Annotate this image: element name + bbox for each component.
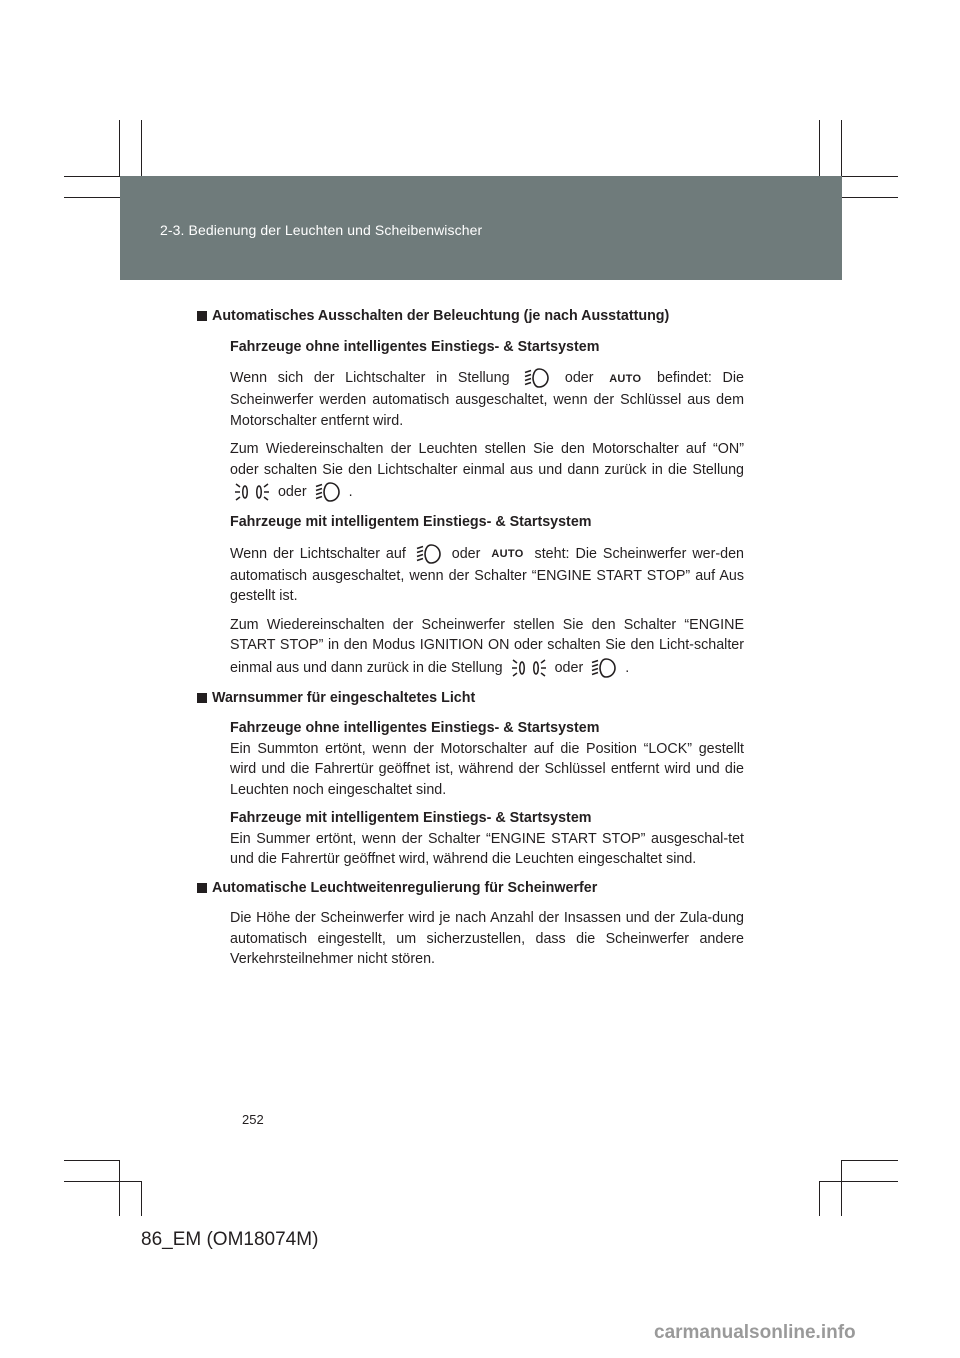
crop-mark (819, 1181, 898, 1182)
headlight-low-beam-icon (591, 656, 617, 680)
section-heading (212, 878, 744, 899)
document-id: 86_EM (OM18074M) (141, 1229, 319, 1250)
paragraph: Wenn der Lichtschalter auf oder AUTO steht: Die Scheinwerfer wer-den automatisch ausgeschaltet, wenn der Schalter “ENGINE START STOP” auf Aus gestellt ist. (230, 542, 744, 607)
crop-mark (819, 1181, 820, 1216)
paragraph: Zum Wiedereinschalten der Scheinwerfer stellen Sie den Schalter “ENGINE START STOP” in den Modus IGNITION ON oder schalten Sie den Licht-schalter einmal aus und dann zurück in die Stellung oder . (230, 615, 744, 680)
subheading: Fahrzeuge ohne intelligentes Einstiegs- & Startsystem (230, 720, 600, 736)
headlight-low-beam-icon (416, 542, 442, 566)
crop-mark (64, 197, 120, 198)
square-bullet-icon (197, 693, 207, 703)
auto-icon: AUTO (491, 548, 524, 561)
paragraph: Ein Summton ertönt, wenn der Motorschalter auf die Position “LOCK” gestellt wird und die Fahrertür geöffnet ist, während der Schlüssel entfernt wird und die Leuchten noch eingeschaltet sind. (230, 740, 744, 798)
subheading: Fahrzeuge mit intelligentem Einstiegs- & Startsystem (230, 514, 592, 530)
crop-mark (819, 120, 820, 176)
crop-mark (119, 120, 120, 176)
section-heading (212, 688, 744, 709)
section-heading-text: Warnsummer für eingeschaltetes Licht (212, 689, 476, 706)
crop-mark (842, 176, 898, 177)
subheading: Fahrzeuge ohne intelligentes Einstiegs- & Startsystem (230, 338, 600, 355)
section-title: 2-3. Bedienung der Leuchten und Scheibenwischer (160, 222, 483, 238)
crop-mark (64, 1181, 141, 1182)
crop-mark (119, 1160, 120, 1216)
paragraph: Ein Summer ertönt, wenn der Schalter “ENGINE START STOP” ausgeschal-tet und die Fahrertür geöffnet wird, während die Leuchten eingeschaltet sind. (230, 830, 744, 867)
section-heading-text: Automatische Leuchtweitenregulierung für Scheinwerfer (212, 879, 598, 896)
crop-mark (64, 1160, 120, 1161)
parking-light-icon (511, 656, 547, 680)
section-header (120, 176, 842, 280)
crop-mark (841, 120, 842, 176)
paragraph: Die Höhe der Scheinwerfer wird je nach Anzahl der Insassen und der Zula-dung automatisch eingestellt, um sicherzustellen, dass die Scheinwerfer andere Verkehrsteilnehmer nicht stören. (230, 910, 744, 967)
page-number: 252 (242, 1112, 264, 1127)
section-heading-text: Automatisches Ausschalten der Beleuchtung (je nach Ausstattung) (212, 308, 670, 324)
parking-light-icon (234, 480, 270, 504)
crop-mark (842, 197, 898, 198)
crop-mark (841, 1160, 842, 1216)
watermark: carmanualsonline.info (654, 1322, 856, 1343)
crop-mark (842, 1160, 898, 1161)
square-bullet-icon (197, 883, 207, 893)
page-content (212, 306, 744, 978)
square-bullet-icon (197, 311, 207, 321)
headlight-low-beam-icon (315, 480, 341, 504)
auto-icon: AUTO (609, 372, 642, 385)
section-heading (212, 306, 744, 327)
headlight-low-beam-icon (524, 366, 550, 390)
paragraph: Zum Wiedereinschalten der Leuchten stellen Sie den Motorschalter auf “ON” oder schalten Sie den Lichtschalter einmal aus und dann zurück in die Stellung oder . (230, 439, 744, 504)
crop-mark (141, 120, 142, 176)
crop-mark (141, 1181, 142, 1216)
paragraph: Wenn sich der Lichtschalter in Stellung oder AUTO befindet: Die Scheinwerfer werden automatisch ausgeschaltet, wenn der Schlüssel aus dem Motorschalter entfernt wird. (230, 366, 744, 431)
subheading: Fahrzeuge mit intelligentem Einstiegs- & Startsystem (230, 810, 592, 826)
crop-mark (64, 176, 120, 177)
